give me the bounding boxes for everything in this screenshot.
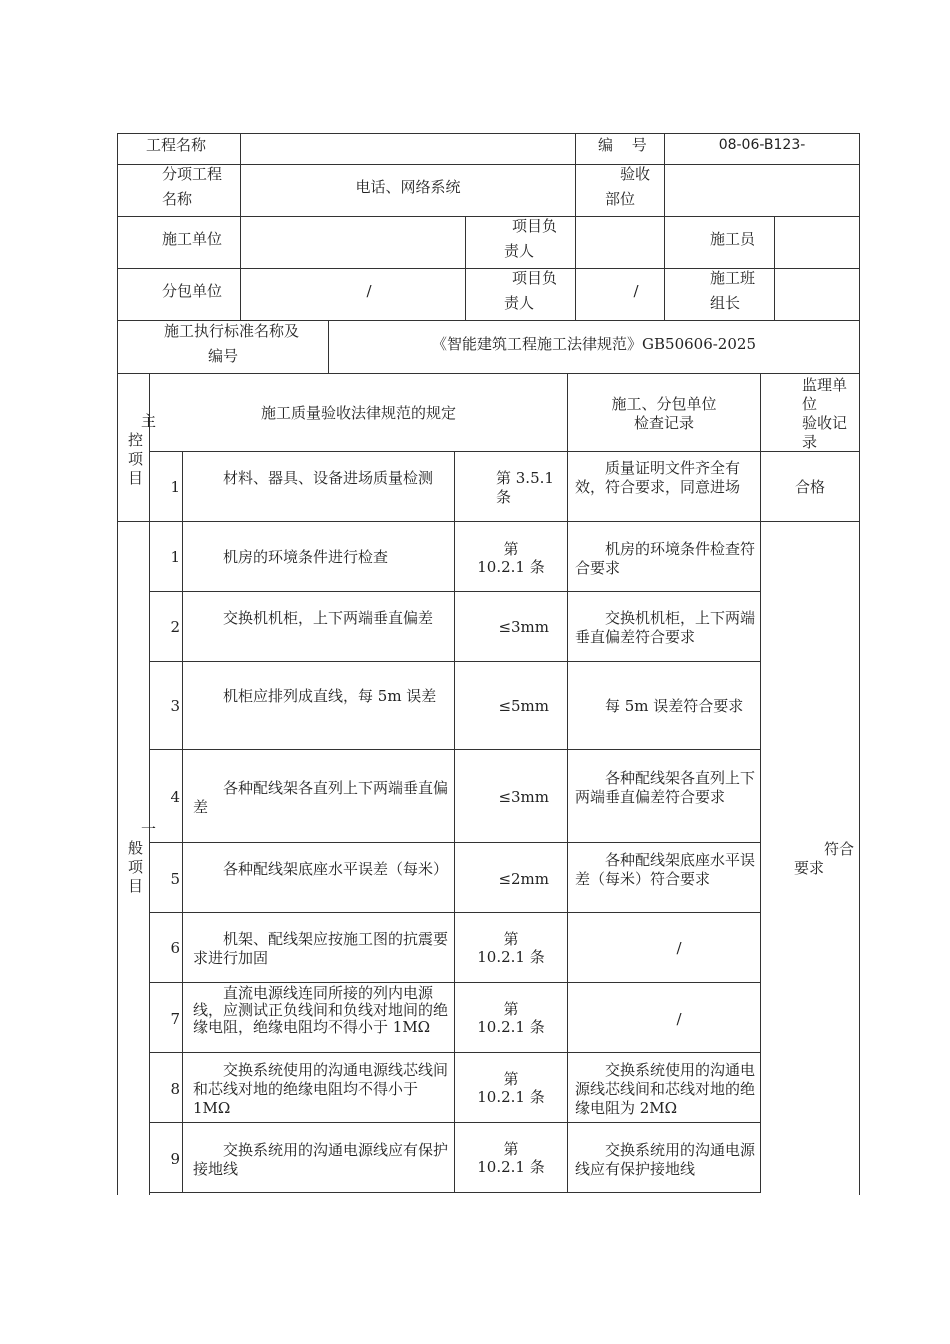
general-row-record: 各种配线架底座水平误差（每米）符合要求 [575, 851, 756, 888]
team-leader-label-line2: 组长 [710, 294, 741, 312]
main-row-record: 质量证明文件齐全有效，符合要求，同意进场 [575, 459, 741, 496]
row-divider [117, 320, 859, 321]
acceptance-part-label: 验收 [620, 165, 651, 183]
sub-unit-label: 分包单位 [162, 282, 223, 300]
record-column-header-line2: 检查记录 [633, 414, 694, 432]
table-border-right [859, 133, 860, 1195]
number-value: 08-06-B123- [718, 137, 806, 153]
main-row-item: 材料、器具、设备进场质量检测 [223, 469, 434, 487]
record-column-header: 施工、分包单位 [611, 395, 717, 413]
general-items-label: 目 [128, 877, 144, 895]
general-row-clause: ≤3mm [498, 618, 549, 636]
general-row-item: 机柜应排列成直线，每 5m 误差 [223, 687, 437, 705]
general-row-number: 7 [170, 1010, 180, 1028]
general-row-item: 交换系统使用的沟通电源线芯线间和芯线对地的绝缘电阻均不得小于 1MΩ [193, 1061, 449, 1117]
sub-leader-label-line2: 责人 [504, 294, 535, 312]
general-items-label: 般 [128, 839, 144, 857]
team-leader-label: 施工班 [710, 269, 756, 287]
general-row-record: 各种配线架各直列上下两端垂直偏差符合要求 [575, 769, 756, 806]
general-row-record: / [676, 939, 682, 957]
main-control-label: 主 [141, 412, 157, 430]
main-row-clause: 第 3.5.1 条 [496, 469, 554, 506]
col-divider [182, 451, 183, 1193]
sub-leader-value: / [633, 282, 639, 300]
main-control-label: 项 [128, 450, 144, 468]
general-row-clause: 10.2.1 条 [477, 1018, 545, 1036]
main-control-label: 目 [128, 469, 144, 487]
general-row-clause: 10.2.1 条 [477, 1088, 545, 1106]
supervisor-column-header: 监理单 [802, 376, 848, 394]
general-row-record: 交换机机柜，上下两端垂直偏差符合要求 [575, 609, 756, 646]
col-divider [465, 216, 466, 321]
general-row-item: 各种配线架底座水平误差（每米） [223, 860, 449, 878]
col-divider [774, 216, 775, 321]
col-divider [567, 373, 568, 1193]
main-row-number: 1 [170, 478, 180, 496]
general-row-record: 机房的环境条件检查符合要求 [575, 540, 756, 577]
table-border-top [117, 133, 859, 134]
table-border-left [117, 133, 118, 1195]
number-label: 编 号 [598, 136, 648, 154]
general-row-clause: ≤3mm [498, 788, 549, 806]
general-row-number: 4 [170, 788, 180, 806]
general-row-item: 机架、配线架应按施工图的抗震要求进行加固 [193, 930, 449, 967]
col-divider [575, 216, 576, 321]
sub-project-label-line2: 名称 [162, 190, 193, 208]
main-control-label: 控 [128, 431, 144, 449]
row-divider [117, 521, 859, 522]
sub-unit-value: / [366, 282, 372, 300]
general-row-item: 机房的环境条件进行检查 [223, 548, 389, 566]
general-items-label: 项 [128, 858, 144, 876]
general-row-clause: 第 [503, 540, 519, 558]
construction-unit-label: 施工单位 [162, 230, 223, 248]
general-row-clause: ≤5mm [498, 697, 549, 715]
general-row-number: 8 [170, 1080, 180, 1098]
general-row-number: 1 [170, 548, 180, 566]
supervisor-column-header: 验收记 [802, 414, 848, 432]
spec-column-header: 施工质量验收法律规范的规定 [260, 404, 456, 422]
standard-label-line2: 编号 [208, 347, 239, 365]
standard-label: 施工执行标准名称及 [164, 322, 300, 340]
project-name-label: 工程名称 [146, 136, 207, 154]
general-row-clause: 第 [503, 1070, 519, 1088]
general-row-clause: 第 [503, 930, 519, 948]
project-leader-label: 项目负 [512, 217, 558, 235]
col-divider [575, 133, 576, 217]
acceptance-part-label-line2: 部位 [605, 190, 636, 208]
general-row-number: 2 [170, 618, 180, 636]
standard-value: 《智能建筑工程施工法律规范》GB50606-2025 [432, 335, 756, 353]
col-divider [664, 216, 665, 321]
row-divider [117, 164, 859, 165]
general-row-clause: 第 [503, 1000, 519, 1018]
constructor-label: 施工员 [710, 230, 756, 248]
sub-leader-label: 项目负 [512, 269, 558, 287]
general-row-clause: 第 [503, 1140, 519, 1158]
supervisor-column-header: 录 [802, 433, 818, 451]
general-row-record: 交换系统用的沟通电源线应有保护接地线 [575, 1141, 756, 1178]
general-row-record: 每 5m 误差符合要求 [605, 697, 744, 715]
general-row-number: 9 [170, 1150, 180, 1168]
general-row-item: 各种配线架各直列上下两端垂直偏差 [193, 779, 449, 816]
sub-project-value: 电话、网络系统 [355, 178, 461, 196]
general-row-record: / [676, 1010, 682, 1028]
supervisor-column-header: 位 [802, 395, 818, 413]
general-row-item: 直流电源线连同所接的列内电源线，应测试正负线间和负线对地间的绝缘电阻，绝缘电阻均不得小于 1MΩ [193, 984, 449, 1036]
general-items-label: 一 [141, 820, 157, 838]
row-divider [117, 373, 859, 374]
general-row-item: 交换机机柜，上下两端垂直偏差 [223, 609, 434, 627]
row-divider [149, 451, 859, 452]
row-divider [117, 216, 859, 217]
sub-project-label: 分项工程 [162, 165, 223, 183]
general-row-number: 3 [170, 697, 180, 715]
general-row-item: 交换系统用的沟通电源线应有保护接地线 [193, 1141, 449, 1178]
general-row-clause: 10.2.1 条 [477, 1158, 545, 1176]
general-row-clause: 10.2.1 条 [477, 558, 545, 576]
project-leader-label-line2: 责人 [504, 242, 535, 260]
general-row-record: 交换系统使用的沟通电源线芯线间和芯线对地的绝缘电阻为 2MΩ [575, 1061, 756, 1117]
general-row-number: 5 [170, 870, 180, 888]
general-result: 符合要求 [794, 840, 855, 877]
general-row-number: 6 [170, 939, 180, 957]
main-row-result: 合格 [794, 478, 825, 496]
general-row-clause: 10.2.1 条 [477, 948, 545, 966]
general-row-clause: ≤2mm [498, 870, 549, 888]
